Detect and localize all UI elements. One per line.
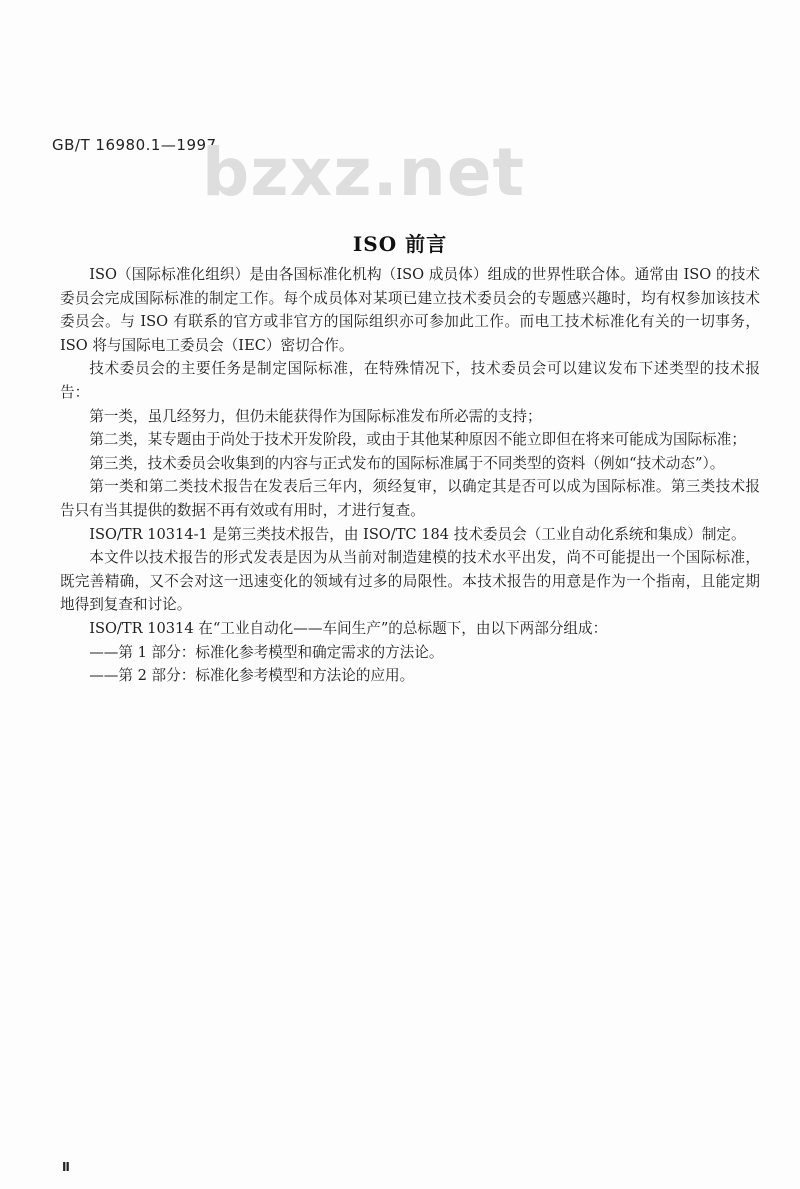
foreword-body <box>60 263 760 688</box>
paragraph-type-3: 第三类，技术委员会收集到的内容与正式发布的国际标准属于不同类型的资料（例如“技术动态”）。 <box>89 454 725 472</box>
list-item-part-1: ——第 1 部分：标准化参考模型和确定需求的方法论。 <box>89 643 444 661</box>
paragraph-type-1: 第一类，虽几经努力，但仍未能获得作为国际标准发布所必需的支持； <box>89 407 542 425</box>
paragraph-parts-intro: ISO/TR 10314 在“工业自动化——车间生产”的总标题下，由以下两部分组成： <box>89 619 608 637</box>
list-item-part-2: ——第 2 部分：标准化参考模型和方法论的应用。 <box>89 667 415 685</box>
paragraph-review: 第一类和第二类技术报告在发表后三年内，须经复审，以确定其是否可以成为国际标准。第三类技术报告只有当其提供的数据不再有效或有用时，才进行复查。 <box>60 478 760 519</box>
paragraph-tr-10314-1: ISO/TR 10314-1 是第三类技术报告，由 ISO/TC 184 技术委员会（工业自动化系统和集成）制定。 <box>89 525 746 543</box>
standard-id: GB/T 16980.1—1997 <box>52 136 217 154</box>
paragraph-type-2: 第二类，某专题由于尚处于技术开发阶段，或由于其他某种原因不能立即但在将来可能成为国际标准； <box>89 431 746 449</box>
page-number: Ⅱ <box>62 1160 70 1174</box>
paragraph-iso-intro: ISO（国际标准化组织）是由各国标准化机构（ISO 成员体）组成的世界性联合体。通常由 ISO 的技术委员会完成国际标准的制定工作。每个成员体对某项已建立技术委员会的专题感兴趣时，均有权参加该技术委员会。与 ISO 有联系的官方或非官方的国际组织亦可参加此工作。而电工技术标准化有关的一切事务，ISO 将与国际电工委员会（IEC）密切合作。 <box>60 266 760 354</box>
paragraph-purpose: 本文件以技术报告的形式发表是因为从当前对制造建模的技术水平出发，尚不可能提出一个国际标准，既完善精确，又不会对这一迅速变化的领域有过多的局限性。本技术报告的用意是作为一个指南，且能定期地得到复查和讨论。 <box>60 549 760 614</box>
page-title: ISO 前言 <box>352 232 448 256</box>
paragraph-tech-reports: 技术委员会的主要任务是制定国际标准，在特殊情况下，技术委员会可以建议发布下述类型的技术报告： <box>60 360 760 401</box>
watermark: bzxz.net <box>202 134 526 211</box>
